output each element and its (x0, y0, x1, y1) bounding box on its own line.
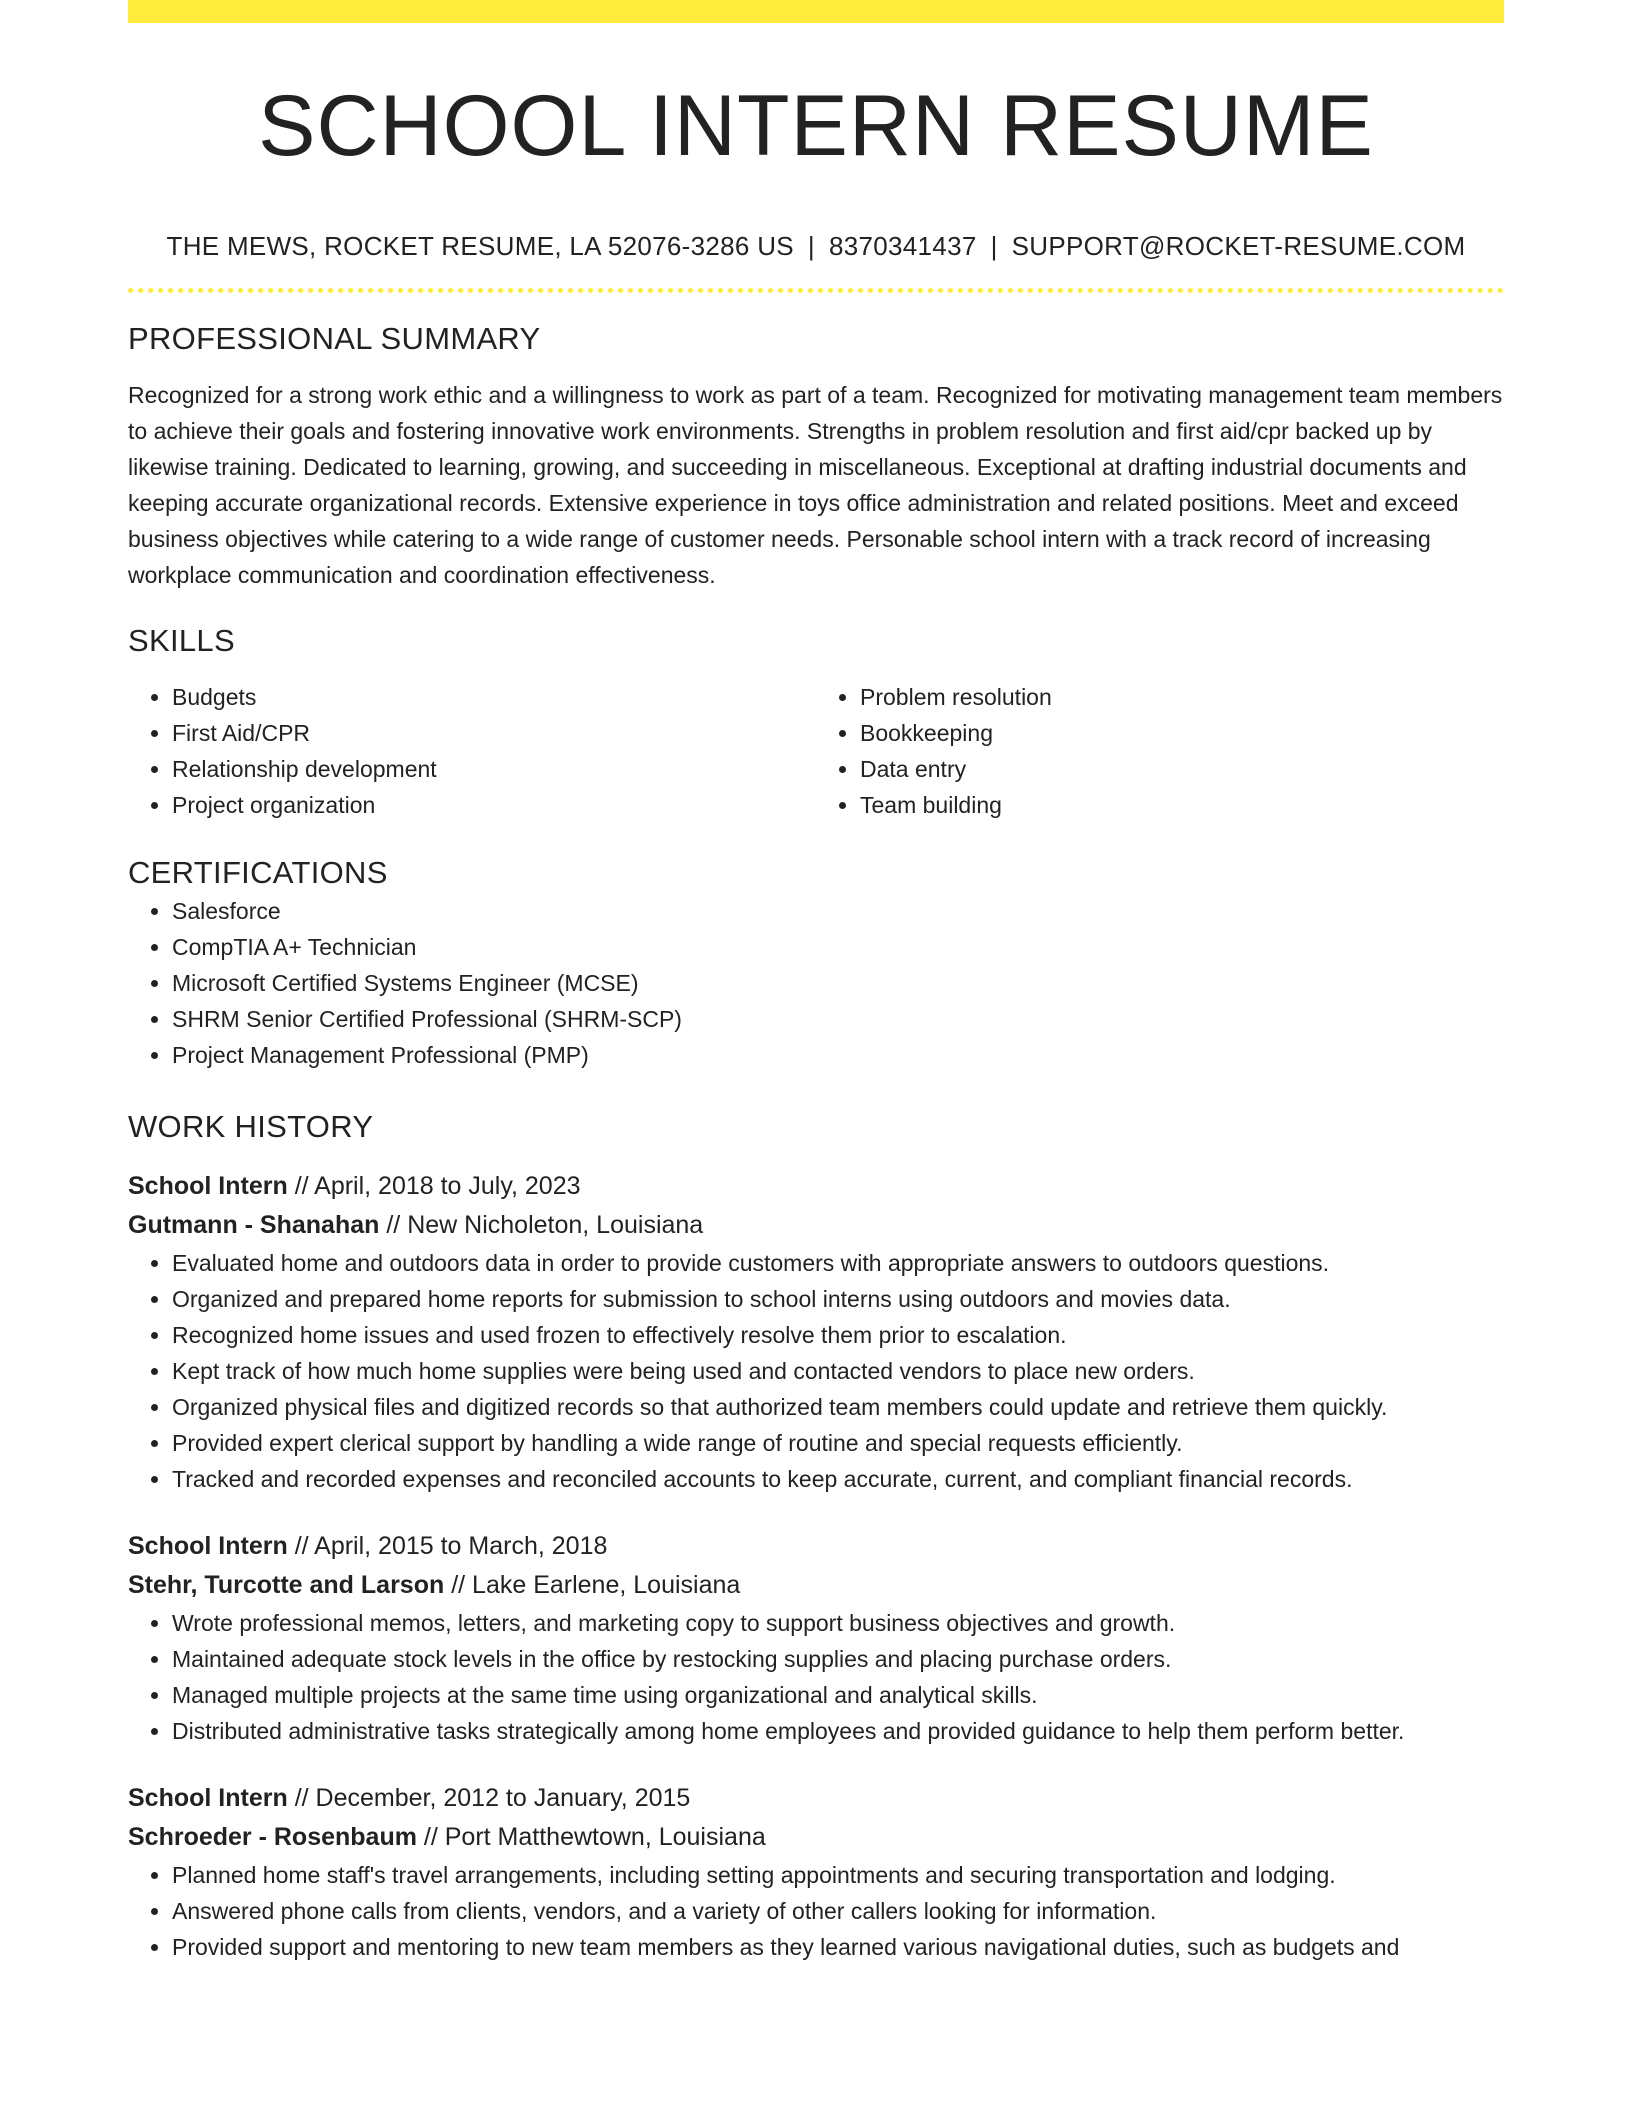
list-item: • Budgets (172, 679, 816, 715)
job-role-line (128, 1779, 1504, 1818)
list-item: • Planned home staff's travel arrangements, including setting appointments and securing transportation and lodging. (172, 1857, 1504, 1893)
list-item: • Evaluated home and outdoors data in order to provide customers with appropriate answers to outdoors questions. (172, 1245, 1504, 1281)
section-title-skills: SKILLS (128, 623, 235, 658)
job-company: Stehr, Turcotte and Larson (128, 1571, 445, 1599)
list-item: • Provided support and mentoring to new team members as they learned various navigational duties, such as budgets and (172, 1929, 1504, 1965)
job-dates: // April, 2015 to March, 2018 (294, 1532, 608, 1560)
job-company-line (128, 1818, 1504, 1857)
list-item: • Problem resolution (860, 679, 1504, 715)
list-item: • Project Management Professional (PMP) (172, 1037, 1504, 1073)
skills-list (128, 679, 1504, 823)
skills-column-right (816, 679, 1504, 823)
top-accent-bar (128, 0, 1504, 23)
contact-line (128, 231, 1504, 261)
resume-title: SCHOOL INTERN RESUME (258, 78, 1374, 174)
list-item: • Answered phone calls from clients, vendors, and a variety of other callers looking for information. (172, 1893, 1504, 1929)
list-item: • Distributed administrative tasks strategically among home employees and provided guidance to help them perform better. (172, 1713, 1504, 1749)
contact-address: THE MEWS, ROCKET RESUME, LA 52076-3286 US (166, 231, 794, 261)
list-item: • Project organization (172, 787, 816, 823)
contact-email: SUPPORT@ROCKET-RESUME.COM (1011, 231, 1466, 261)
job-company-line (128, 1206, 1504, 1245)
skills-column-left (128, 679, 816, 823)
job-role-line (128, 1167, 1504, 1206)
section-title-summary: PROFESSIONAL SUMMARY (128, 321, 541, 356)
section-title-certifications: CERTIFICATIONS (128, 855, 388, 890)
job-bullets (128, 1605, 1504, 1749)
job-company-line (128, 1566, 1504, 1605)
job-role-line (128, 1527, 1504, 1566)
contact-phone: 8370341437 (828, 231, 977, 261)
contact-separator: | (990, 231, 998, 261)
job-dates: // April, 2018 to July, 2023 (294, 1172, 581, 1200)
list-item: • Maintained adequate stock levels in the office by restocking supplies and placing purchase orders. (172, 1641, 1504, 1677)
job-entry (128, 1167, 1504, 1497)
list-item: • Bookkeeping (860, 715, 1504, 751)
list-item: • Tracked and recorded expenses and reconciled accounts to keep accurate, current, and compliant financial records. (172, 1461, 1504, 1497)
resume-page (128, 0, 1504, 1965)
list-item: • Organized physical files and digitized records so that authorized team members could update and retrieve them quickly. (172, 1389, 1504, 1425)
section-title-work-history: WORK HISTORY (128, 1109, 374, 1144)
list-item: • Recognized home issues and used frozen to effectively resolve them prior to escalation. (172, 1317, 1504, 1353)
list-item: • Data entry (860, 751, 1504, 787)
list-item: • Team building (860, 787, 1504, 823)
list-item: • Wrote professional memos, letters, and marketing copy to support business objectives and growth. (172, 1605, 1504, 1641)
list-item: • SHRM Senior Certified Professional (SHRM-SCP) (172, 1001, 1504, 1037)
list-item: • Organized and prepared home reports for submission to school interns using outdoors and movies data. (172, 1281, 1504, 1317)
list-item: • Salesforce (172, 893, 1504, 929)
list-item: • Microsoft Certified Systems Engineer (MCSE) (172, 965, 1504, 1001)
job-bullets (128, 1857, 1504, 1965)
summary-text: Recognized for a strong work ethic and a willingness to work as part of a team. Recognized for motivating management team members to achieve their goals and fostering innovative work environments. Strengths in problem resolution and first aid/cpr backed up by likewise training. Dedicated to learning, growing, and succeeding in miscellaneous. Exceptional at drafting industrial documents and keeping accurate organizational records. Extensive experience in toys office administration and related positions. Meet and exceed business objectives while catering to a wide range of customer needs. Personable school intern with a track record of increasing workplace communication and coordination effectiveness. (128, 382, 1503, 588)
dotted-divider (128, 288, 1504, 293)
job-role: School Intern (128, 1172, 288, 1200)
job-location: // New Nicholeton, Louisiana (386, 1211, 704, 1239)
job-company: Schroeder - Rosenbaum (128, 1823, 417, 1851)
job-entry (128, 1779, 1504, 1965)
job-role: School Intern (128, 1532, 288, 1560)
job-location: // Port Matthewtown, Louisiana (423, 1823, 766, 1851)
job-company: Gutmann - Shanahan (128, 1211, 380, 1239)
list-item: • Managed multiple projects at the same time using organizational and analytical skills. (172, 1677, 1504, 1713)
list-item: • CompTIA A+ Technician (172, 929, 1504, 965)
job-role: School Intern (128, 1784, 288, 1812)
job-bullets (128, 1245, 1504, 1497)
certifications-list (128, 893, 1504, 1073)
list-item: • Relationship development (172, 751, 816, 787)
contact-separator: | (807, 231, 815, 261)
job-dates: // December, 2012 to January, 2015 (294, 1784, 691, 1812)
list-item: • First Aid/CPR (172, 715, 816, 751)
job-entry (128, 1527, 1504, 1749)
list-item: • Kept track of how much home supplies were being used and contacted vendors to place new orders. (172, 1353, 1504, 1389)
list-item: • Provided expert clerical support by handling a wide range of routine and special requests efficiently. (172, 1425, 1504, 1461)
job-location: // Lake Earlene, Louisiana (451, 1571, 741, 1599)
